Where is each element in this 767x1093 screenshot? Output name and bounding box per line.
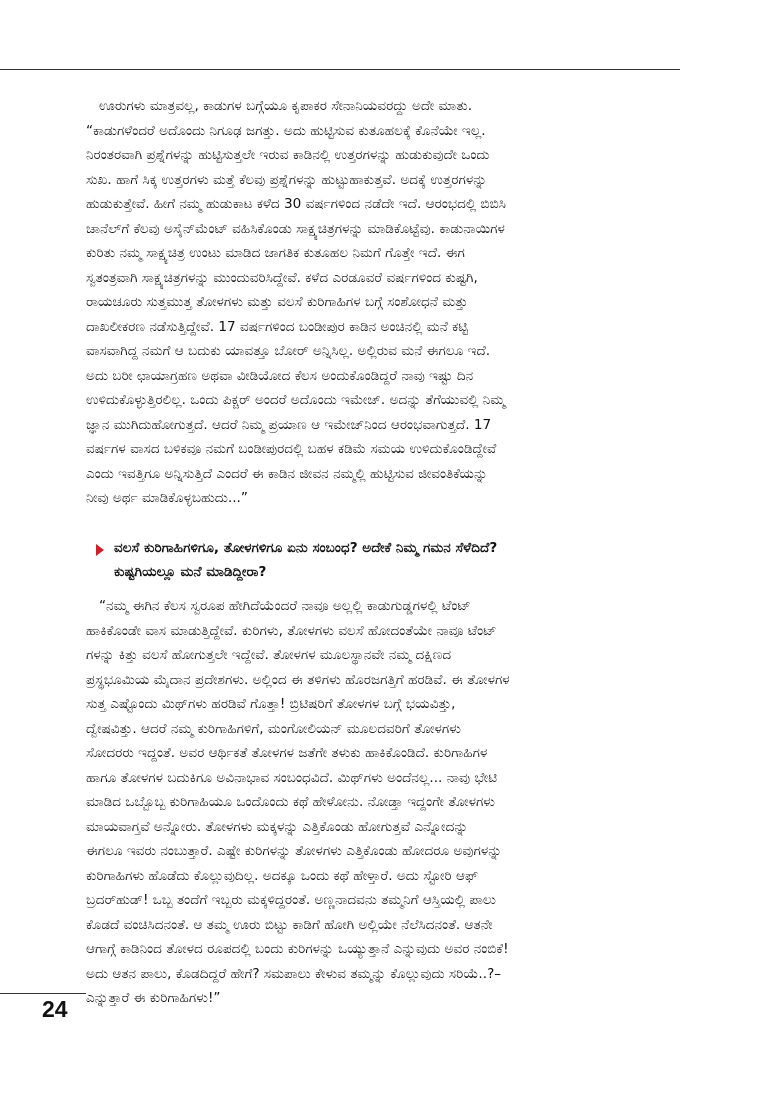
question-line: ಕುಷ್ಟಗಿಯಲ್ಲೂ ಮನೆ ಮಾಡಿದ್ದೀರಾ?	[114, 564, 267, 580]
text-line: ಕುರಿತು ನಮ್ಮ ಸಾಕ್ಷ್ಯಚಿತ್ರ ಉಂಟು ಮಾಡಿದ ಜಾಗತಿಕ ಕುತೂಹಲ ನಿಮಗೆ ಗೊತ್ತೇ ಇದೆ. ಈಗ	[86, 245, 465, 261]
text-line: “ಕಾಡುಗಳೆಂದರೆ ಅದೊಂದು ನಿಗೂಢ ಜಗತ್ತು. ಅದು ಹುಟ್ಟಿಸುವ ಕುತೂಹಲಕ್ಕೆ ಕೊನೆಯೇ ಇಲ್ಲ.	[86, 122, 486, 139]
text-line: ದಾಖಲೀಕರಣ ನಡೆಸುತ್ತಿದ್ದೇವೆ. 17 ವರ್ಷಗಳಿಂದ ಬಂಡೀಪುರ ಕಾಡಿನ ಅಂಚಿನಲ್ಲಿ ಮನೆ ಕಟ್ಟಿ	[86, 318, 469, 335]
text-line: ಎಂದು ಇವತ್ತಿಗೂ ಅನ್ನಿಸುತ್ತಿದೆ ಎಂದರೆ ಈ ಕಾಡಿನ ಜೀವನ ನಮ್ಮಲ್ಲಿ ಹುಟ್ಟಿಸುವ ಜೀವಂತಿಕೆಯನ್ನು	[86, 465, 488, 482]
text-line: ಚಾನೆಲ್‌ಗೆ ಕೆಲವು ಅಸೈನ್‌ಮೆಂಟ್ ವಹಿಸಿಕೊಂಡು ಸಾಕ್ಷ್ಯಚಿತ್ರಗಳನ್ನು ಮಾಡಿಕೊಟ್ಟೆವು. ಕಾಡುನಾಯಿಗಳ	[86, 220, 505, 237]
answer-paragraph-2	[86, 594, 668, 1011]
text-line: ದ್ವೇಷವಿತ್ತು. ಆದರೆ ನಮ್ಮ ಕುರಿಗಾಹಿಗಳಿಗೆ, ಮಂಗೋಲಿಯನ್ ಮೂಲದವರಿಗೆ ತೋಳಗಳು	[86, 720, 461, 737]
text-line: ಪ್ರಸ್ಥಭೂಮಿಯ ಮೈದಾನ ಪ್ರದೇಶಗಳು. ಅಲ್ಲಿಂದ ಈ ತಳಿಗಳು ಹೊರಜಗತ್ತಿಗೆ ಹರಡಿವೆ. ಈ ತೋಳಗಳ	[86, 671, 510, 688]
text-line: ವಾಸವಾಗಿದ್ದ ನಮಗೆ ಆ ಬದುಕು ಯಾವತ್ತೂ ಬೋರ್ ಅನ್ನಿಸಿಲ್ಲ. ಅಲ್ಲಿರುವ ಮನೆ ಈಗಲೂ ಇದೆ.	[86, 343, 491, 359]
question-line: ವಲಸೆ ಕುರಿಗಾಹಿಗಳಿಗೂ, ತೋಳಗಳಿಗೂ ಏನು ಸಂಬಂಧ? ಅದೇಕೆ ನಿಮ್ಮ ಗಮನ ಸೆಳೆದಿದೆ?	[114, 540, 498, 556]
text-line: ಸ್ವತಂತ್ರವಾಗಿ ಸಾಕ್ಷ್ಯಚಿತ್ರಗಳನ್ನು ಮುಂದುವರಿಸಿದ್ದೇವೆ. ಕಳೆದ ಎರಡೂವರೆ ವರ್ಷಗಳಿಂದ ಕುಷ್ಟಗಿ,	[86, 269, 478, 286]
text-line: ಸುಖ. ಹಾಗೆ ಸಿಕ್ಕ ಉತ್ತರಗಳು ಮತ್ತೆ ಕೆಲವು ಪ್ರಶ್ನೆಗಳನ್ನು ಹುಟ್ಟುಹಾಕುತ್ತವೆ. ಅದಕ್ಕೆ ಉತ್ತರಗಳನ್ನು	[86, 171, 487, 188]
text-line: ಕುರಿಗಾಹಿಗಳು ಹೊಡೆದು ಕೊಲ್ಲುವುದಿಲ್ಲ. ಅದಕ್ಕೂ ಒಂದು ಕಥೆ ಹೇಳ್ತಾರೆ. ಅದು ಸ್ಟೋರಿ ಆಫ್	[86, 867, 479, 884]
text-line: ಆಗಾಗ್ಗೆ ಕಾಡಿನಿಂದ ತೋಳದ ರೂಪದಲ್ಲಿ ಬಂದು ಕುರಿಗಳನ್ನು ಒಯ್ಯುತ್ತಾನೆ ಎನ್ನುವುದು ಅವರ ನಂಬಿಕೆ!	[86, 941, 509, 957]
text-line: ಹಾಗೂ ತೋಳಗಳ ಬದುಕಿಗೂ ಅವಿನಾಭಾವ ಸಂಬಂಧವಿದೆ. ಮಿಥ್‌ಗಳು ಅಂದೆನಲ್ಲ... ನಾವು ಭೇಟಿ	[86, 769, 498, 786]
text-line: ಸೋದರರು ಇದ್ದಂತೆ. ಅವರ ಆರ್ಥಿಕತೆ ತೋಳಗಳ ಜತೆಗೇ ತಳುಕು ಹಾಕಿಕೊಂಡಿದೆ. ಕುರಿಗಾಹಿಗಳ	[86, 745, 488, 761]
text-line: ವರ್ಷಗಳ ವಾಸದ ಬಳಿಕವೂ ನಮಗೆ ಬಂಡೀಪುರದಲ್ಲಿ ಬಹಳ ಕಡಿಮೆ ಸಮಯ ಉಳಿದುಕೊಂಡಿದ್ದೇವೆ	[86, 441, 497, 457]
text-line: ಉಳಿದುಕೊಳ್ಳುತ್ತಿರಲಿಲ್ಲ. ಒಂದು ಪಿಕ್ಚರ್ ಅಂದರೆ ಅದೊಂದು ಇಮೇಜ್. ಅದನ್ನು ತೆಗೆಯುವಲ್ಲಿ ನಿಮ್ಮ	[86, 392, 506, 408]
text-line: ಈಗಲೂ ಇವರು ನಂಬುತ್ತಾರೆ. ಎಷ್ಟೇ ಕುರಿಗಳನ್ನು ತೋಳಗಳು ಎತ್ತಿಕೊಂಡು ಹೋದರೂ ಅವುಗಳನ್ನು	[86, 843, 502, 859]
text-line: ಅದು ಬರೀ ಛಾಯಾಗ್ರಹಣ ಅಥವಾ ವೀಡಿಯೋದ ಕೆಲಸ ಅಂದುಕೊಂಡಿದ್ದರೆ ನಾವು ಇಷ್ಟು ದಿನ	[86, 367, 474, 384]
answer-paragraph-1	[86, 94, 668, 511]
text-line: ಕೊಡದೆ ವಂಚಿಸಿದನಂತೆ. ಆ ತಮ್ಮ ಊರು ಬಿಟ್ಟು ಕಾಡಿಗೆ ಹೋಗಿ ಅಲ್ಲಿಯೇ ನೆಲೆಸಿದನಂತೆ. ಆತನೇ	[86, 916, 493, 933]
text-line: ರಾಯಚೂರು ಸುತ್ತಮುತ್ತ ತೋಳಗಳು ಮತ್ತು ವಲಸೆ ಕುರಿಗಾಹಿಗಳ ಬಗ್ಗೆ ಸಂಶೋಧನೆ ಮತ್ತು	[86, 294, 468, 310]
text-line: ನಿರಂತರವಾಗಿ ಪ್ರಶ್ನೆಗಳನ್ನು ಹುಟ್ಟಿಸುತ್ತಲೇ ಇರುವ ಕಾಡಿನಲ್ಲಿ ಉತ್ತರಗಳನ್ನು ಹುಡುಕುವುದೇ ಒಂದು	[86, 147, 490, 163]
interview-question	[96, 536, 666, 584]
text-line: “ನಮ್ಮ ಈಗಿನ ಕೆಲಸ ಸ್ವರೂಪ ಹೇಗಿದೆಯೆಂದರೆ ನಾವೂ ಅಲ್ಲಲ್ಲಿ ಕಾಡುಗುಡ್ಡಗಳಲ್ಲಿ ಟೆಂಟ್	[86, 598, 471, 614]
text-line: ಬ್ರದರ್‌ಹುಡ್! ಒಬ್ಬ ತಂದೆಗೆ ಇಬ್ಬರು ಮಕ್ಕಳಿದ್ದರಂತೆ. ಅಣ್ಣನಾದವನು ತಮ್ಮನಿಗೆ ಆಸ್ತಿಯಲ್ಲಿ ಪಾಲು	[86, 892, 497, 908]
text-line: ಹುಡುಕುತ್ತೇವೆ. ಹೀಗೆ ನಮ್ಮ ಹುಡುಕಾಟ ಕಳೆದ 30 ವರ್ಷಗಳಿಂದ ನಡೆದೇ ಇದೆ. ಆರಂಭದಲ್ಲಿ ಬಿಬಿಸಿ	[86, 196, 506, 212]
text-line: ಮಾಯವಾಗ್ತವೆ ಅನ್ನೋರು. ತೋಳಗಳು ಮಕ್ಕಳನ್ನು ಎತ್ತಿಕೊಂಡು ಹೋಗುತ್ತವೆ ಎನ್ನೋದನ್ನು	[86, 818, 469, 835]
text-line: ಊರುಗಳು ಮಾತ್ರವಲ್ಲ, ಕಾಡುಗಳ ಬಗ್ಗೆಯೂ ಕೃಪಾಕರ ಸೇನಾನಿಯವರದ್ದು ಅದೇ ಮಾತು.	[86, 98, 473, 114]
text-line: ನೀವು ಅರ್ಥ ಮಾಡಿಕೊಳ್ಳಬಹುದು...”	[86, 490, 248, 506]
text-line: ಸುತ್ತ ಎಷ್ಟೊಂದು ಮಿಥ್‌ಗಳು ಹರಡಿವೆ ಗೊತ್ತಾ! ಬ್ರಿಟಿಷರಿಗೆ ತೋಳಗಳ ಬಗ್ಗೆ ಭಯವಿತ್ತು,	[86, 696, 456, 712]
triangle-bullet-icon	[96, 544, 104, 556]
footer-rule	[0, 993, 86, 994]
text-line: ಗಳನ್ನು ಕಿತ್ತು ವಲಸೆ ಹೋಗುತ್ತಲೇ ಇದ್ದೇವೆ. ತೋಳಗಳ ಮೂಲಸ್ಥಾನವೇ ನಮ್ಮ ದಕ್ಷಿಣದ	[86, 647, 452, 663]
text-line: ಜ್ಞಾನ ಮುಗಿದುಹೋಗುತ್ತದೆ. ಆದರೆ ನಿಮ್ಮ ಪ್ರಯಾಣ ಆ ಇಮೇಜ್‌ನಿಂದ ಆರಂಭವಾಗುತ್ತದೆ. 17	[86, 416, 492, 433]
text-line: ಎನ್ನುತ್ತಾರೆ ಈ ಕುರಿಗಾಹಿಗಳು!”	[86, 990, 221, 1006]
text-line: ಮಾಡಿದ ಒಬ್ಬೊಬ್ಬ ಕುರಿಗಾಹಿಯೂ ಒಂದೊಂದು ಕಥೆ ಹೇಳೋನು. ನೋಡ್ತಾ ಇದ್ದಂಗೇ ತೋಳಗಳು	[86, 794, 496, 810]
page-number: 24	[42, 996, 68, 1022]
text-line: ಹಾಕಿಕೊಂಡೇ ವಾಸ ಮಾಡುತ್ತಿದ್ದೇವೆ. ಕುರಿಗಳು, ತೋಳಗಳು ವಲಸೆ ಹೋದಂತೆಯೇ ನಾವೂ ಟೆಂಟ್	[86, 622, 497, 639]
header-rule	[0, 69, 680, 70]
text-line: ಅದು ಆತನ ಪಾಲು, ಕೊಡದಿದ್ದರೆ ಹೇಗೆ? ಸಮಪಾಲು ಕೇಳುವ ತಮ್ಮನ್ನು ಕೊಲ್ಲುವುದು ಸರಿಯೆ..?–	[86, 965, 502, 982]
